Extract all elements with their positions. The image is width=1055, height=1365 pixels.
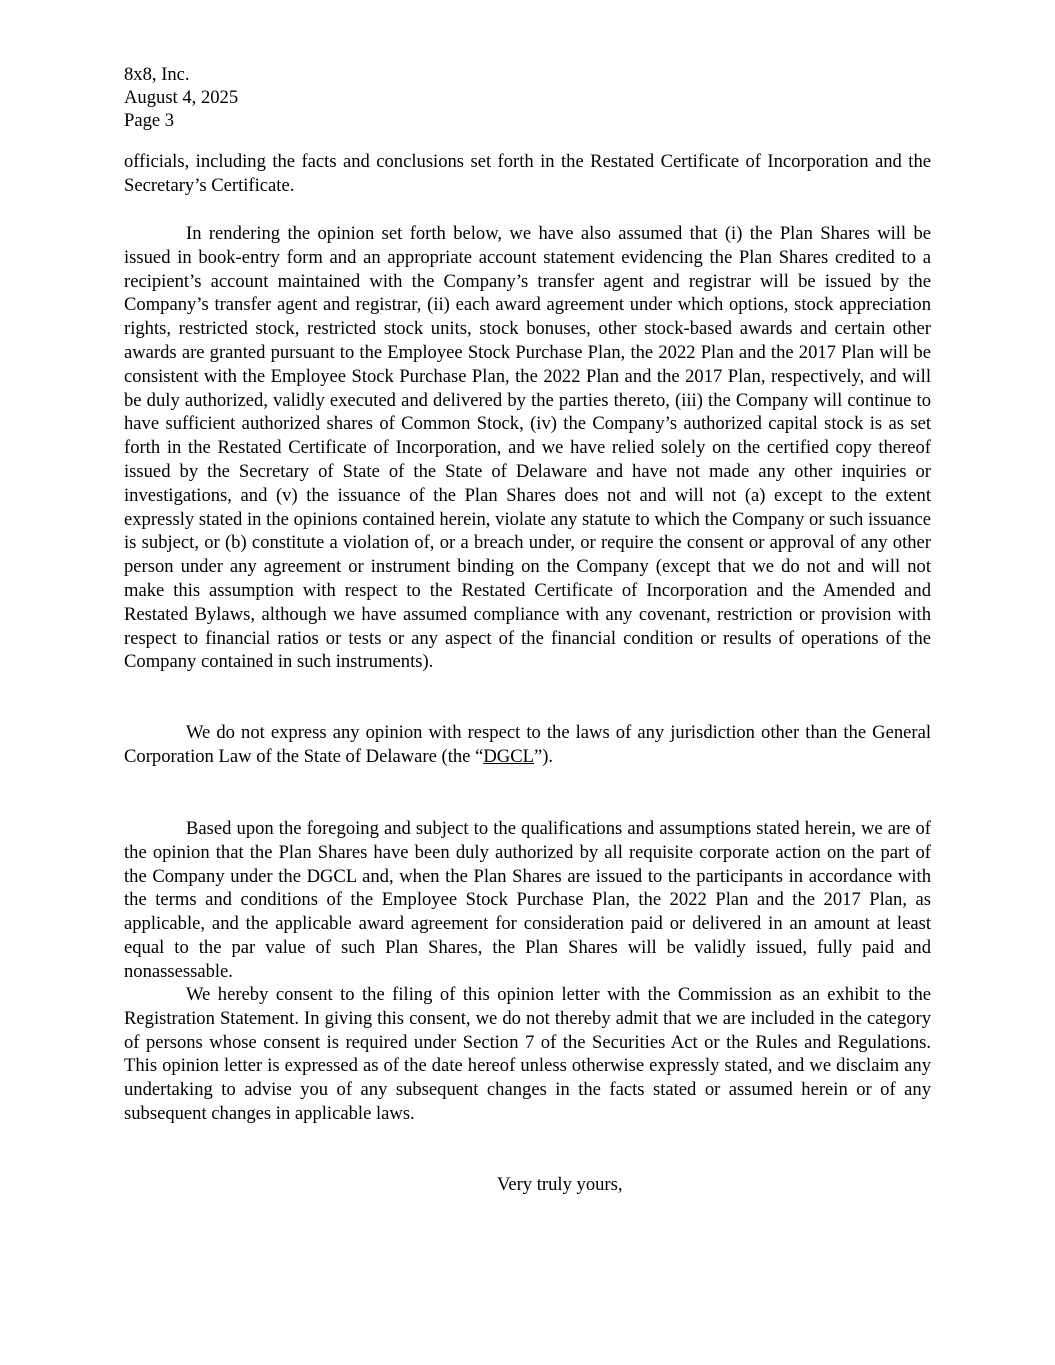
paragraph-opinion: Based upon the foregoing and subject to the qualifications and assumptions stated herein, we are of the opinion that the Plan Shares have been duly authorized by all requisite corporate action on the part of the Company under the DGCL and, when the Plan Shares are issued to the participants in accordance with the terms and conditions of the Employee Stock Purchase Plan, the 2022 Plan and the 2017 Plan, as applicable, and the applicable award agreement for consideration paid or delivered in an amount at least equal to the par value of such Plan Shares, the Plan Shares will be validly issued, fully paid and nonassessable. xyxy=(124,818,931,982)
paragraph-consent: We hereby consent to the filing of this opinion letter with the Commission as an exhibit to the Registration Statement. In giving this consent, we do not thereby admit that we are included in the category of persons whose consent is required under Section 7 of the Securities Act or the Rules and Regulations. This opinion letter is expressed as of the date hereof unless otherwise expressly stated, and we disclaim any undertaking to advise you of any subsequent changes in the facts stated or assumed herein or of any subsequent changes in applicable laws. xyxy=(124,984,931,1124)
jurisdiction-text: We do not express any opinion with respect to the laws of any jurisdiction other than the General Corporation Law of the State of Delaware (the “ xyxy=(124,722,931,767)
header-company: 8x8, Inc. xyxy=(124,64,190,85)
header-page-number: Page 3 xyxy=(124,110,175,131)
closing-valediction: Very truly yours, xyxy=(497,1174,623,1195)
paragraph-jurisdiction xyxy=(124,721,931,769)
letter-header xyxy=(124,63,524,132)
paragraph-assumptions: In rendering the opinion set forth below, we have also assumed that (i) the Plan Shares will be issued in book-entry form and an appropriate account statement evidencing the Plan Shares credited to a recipient’s account maintained with the Company’s transfer agent and registrar will be issued by the Company’s transfer agent and registrar, (ii) each award agreement under which options, stock appreciation rights, restricted stock, restricted stock units, stock bonuses, other stock-based awards and certain other awards are granted pursuant to the Employee Stock Purchase Plan, the 2022 Plan and the 2017 Plan will be consistent with the Employee Stock Purchase Plan, the 2022 Plan and the 2017 Plan, respectively, and will be duly authorized, validly executed and delivered by the parties thereto, (iii) the Company will continue to have sufficient authorized shares of Common Stock, (iv) the Company’s authorized capital stock is as set forth in the Restated Certificate of Incorporation, and we have relied solely on the certified copy thereof issued by the Secretary of State of the State of Delaware and have not made any other inquiries or investigations, and (v) the issuance of the Plan Shares does not and will not (a) except to the extent expressly stated in the opinions contained herein, violate any statute to which the Company or such issuance is subject, or (b) constitute a violation of, or a breach under, or require the consent or approval of any other person under any agreement or instrument binding on the Company (except that we do not and will not make this assumption with respect to the Restated Certificate of Incorporation and the Amended and Restated Bylaws, although we have assumed compliance with any covenant, restriction or provision with respect to financial ratios or tests or any aspect of the financial condition or results of operations of the Company contained in such instruments). xyxy=(124,223,931,673)
header-date: August 4, 2025 xyxy=(124,87,239,108)
defined-term-dgcl: DGCL xyxy=(483,745,534,767)
paragraph-continuation: officials, including the facts and conclusions set forth in the Restated Certificate of Incorporation and the Secretary’s Certificate. xyxy=(124,151,931,196)
jurisdiction-text-end: ”). xyxy=(533,745,554,767)
